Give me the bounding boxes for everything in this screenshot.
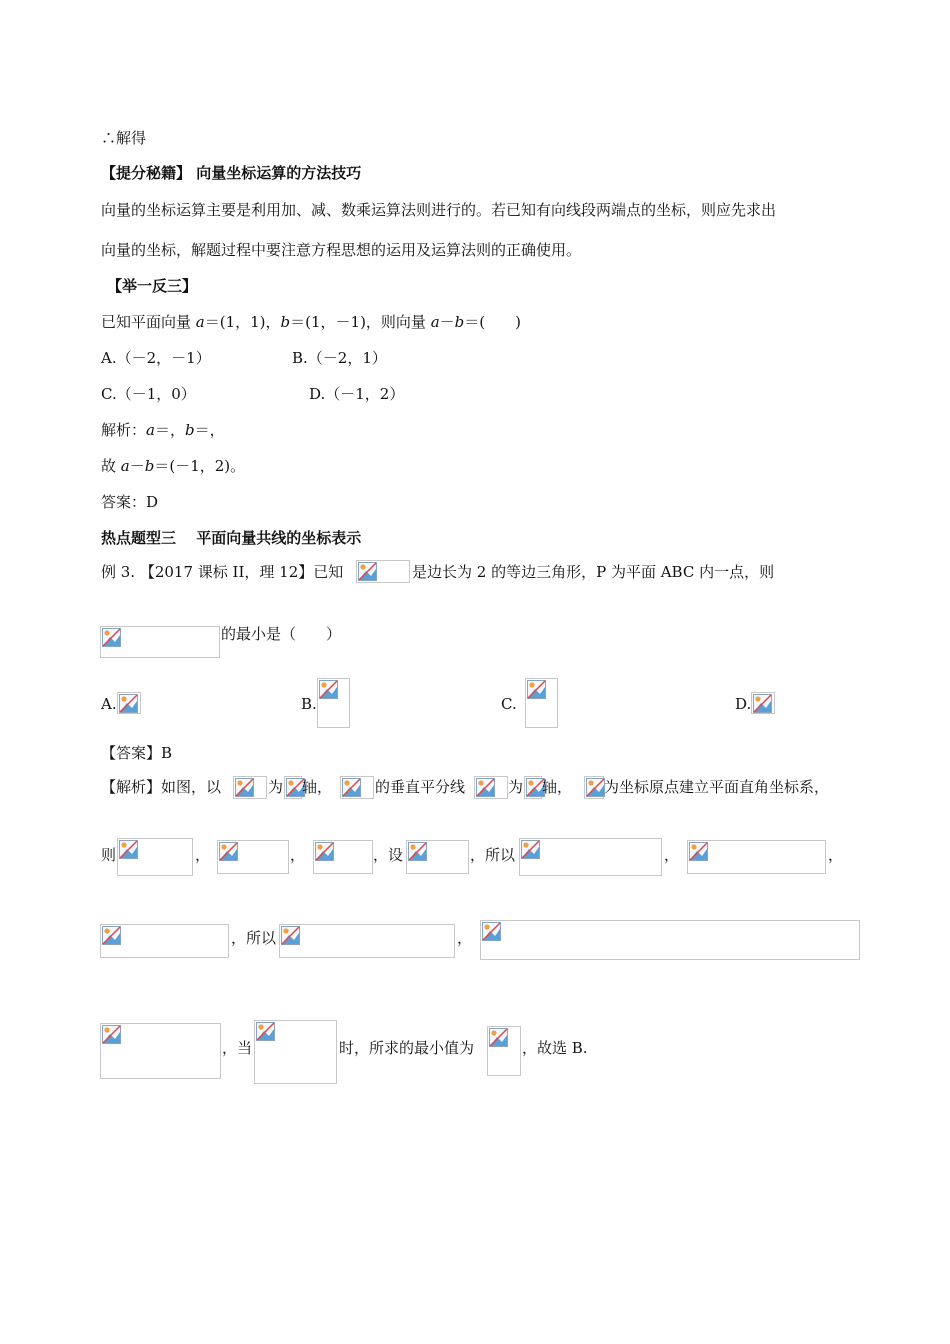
example3-text-c: 的最小是（ ） — [221, 625, 342, 643]
formula-image — [751, 692, 775, 714]
solution-guxuan: ，故选 B. — [522, 1039, 588, 1057]
example3-option-c: C. — [501, 695, 517, 713]
conclusion-var-b: b — [144, 457, 155, 475]
juyi-heading: 【举一反三】 — [107, 277, 198, 295]
q-minus: － — [439, 313, 455, 331]
formula-image — [100, 1023, 221, 1079]
q-text-b: ＝(1，1)， — [204, 313, 281, 331]
solution-text-c: 轴， — [302, 778, 333, 796]
formula-image — [217, 840, 289, 874]
tip-paragraph-1: 向量的坐标运算主要是利用加、减、数乘运算法则进行的。若已知有向线段两端点的坐标，则应先求出 — [101, 201, 777, 219]
broken-image-icon — [408, 842, 427, 861]
formula-image — [406, 840, 469, 874]
formula-image — [100, 626, 220, 658]
solution-text-a: 【解析】如图，以 — [101, 778, 222, 796]
broken-image-icon — [256, 1022, 275, 1041]
formula-image — [117, 838, 193, 876]
conclusion-minus: － — [129, 457, 145, 475]
solution-dang: ，当 — [222, 1039, 253, 1057]
tip-title: 【提分秘籍】 向量坐标运算的方法技巧 — [101, 164, 362, 182]
solution-ze: 则 — [101, 846, 117, 864]
broken-image-icon — [482, 922, 501, 941]
broken-image-icon — [102, 926, 121, 945]
broken-image-icon — [342, 778, 361, 797]
formula-image — [284, 776, 302, 799]
broken-image-icon — [119, 840, 138, 859]
q-var-a: a — [195, 313, 205, 331]
broken-image-icon — [521, 840, 540, 859]
analysis-var-a: a — [146, 421, 155, 439]
formula-image — [474, 776, 508, 799]
conclusion-result: ＝(－1，2)。 — [154, 457, 246, 475]
formula-image — [340, 776, 374, 799]
example3-option-b: B. — [301, 695, 317, 713]
broken-image-icon — [102, 1025, 121, 1044]
example3-text-b: 是边长为 2 的等边三角形，P 为平面 ABC 内一点，则 — [412, 563, 775, 581]
formula-image — [480, 920, 860, 960]
broken-image-icon — [527, 680, 546, 699]
option-c: C.（－1，0） — [101, 385, 196, 403]
q-text-c: ＝(1，－1)，则向量 — [290, 313, 431, 331]
broken-image-icon — [689, 842, 708, 861]
formula-image — [525, 678, 558, 728]
solution-comma: ， — [664, 846, 680, 864]
example3-option-d: D. — [735, 695, 752, 713]
formula-image — [317, 678, 350, 728]
solution-comma: ， — [290, 846, 306, 864]
formula-image — [519, 838, 662, 876]
solution-comma: ， — [828, 846, 844, 864]
formula-image — [687, 840, 826, 874]
broken-image-icon — [219, 842, 238, 861]
answer-line: 答案：D — [101, 493, 159, 511]
q-var-b: b — [280, 313, 291, 331]
analysis-line — [101, 420, 225, 440]
solution-shi: 时，所求的最小值为 — [339, 1039, 475, 1057]
q-paren: ＝( ) — [464, 313, 521, 331]
example3-option-a: A. — [101, 695, 117, 713]
conclusion-prefix: 故 — [101, 457, 121, 475]
formula-image — [100, 924, 229, 958]
formula-image — [524, 776, 542, 799]
analysis-label: 解析： — [101, 421, 147, 439]
solution-text-e: 为 — [508, 778, 524, 796]
formula-image — [254, 1020, 337, 1084]
question-line — [101, 312, 521, 332]
formula-image — [313, 840, 373, 874]
broken-image-icon — [489, 1028, 508, 1047]
broken-image-icon — [358, 562, 377, 581]
solution-text-g: 为坐标原点建立平面直角坐标系， — [604, 778, 830, 796]
option-d: D.（－1，2） — [309, 385, 405, 403]
analysis-eq-b: ＝， — [194, 421, 225, 439]
formula-image — [233, 776, 267, 799]
solution-she: ，设 — [373, 846, 404, 864]
q-text-a: 已知平面向量 — [101, 313, 196, 331]
broken-image-icon — [319, 680, 338, 699]
analysis-eq-a: ＝， — [154, 421, 185, 439]
broken-image-icon — [753, 694, 772, 713]
broken-image-icon — [586, 778, 605, 797]
line-jiede: ∴解得 — [101, 129, 147, 147]
broken-image-icon — [476, 778, 495, 797]
solution-suoyi: ，所以 — [470, 846, 516, 864]
conclusion-line — [101, 456, 245, 476]
solution-text-b: 为 — [268, 778, 284, 796]
formula-image — [279, 924, 455, 958]
analysis-var-b: b — [184, 421, 195, 439]
solution-comma: ， — [457, 929, 473, 947]
example3-text-a: 例 3. 【2017 课标 II，理 12】已知 — [101, 563, 344, 581]
conclusion-var-a: a — [120, 457, 130, 475]
tip-paragraph-2: 向量的坐标，解题过程中要注意方程思想的运用及运算法则的正确使用。 — [101, 241, 582, 259]
broken-image-icon — [235, 778, 254, 797]
solution-text-f: 轴， — [542, 778, 573, 796]
option-a: A.（－2，－1） — [101, 349, 211, 367]
formula-image — [584, 776, 604, 799]
example3-answer: 【答案】B — [101, 744, 173, 762]
solution-suoyi: ，所以 — [231, 929, 277, 947]
formula-image — [356, 560, 410, 583]
solution-comma: ， — [195, 846, 211, 864]
formula-image — [487, 1026, 521, 1076]
broken-image-icon — [119, 694, 138, 713]
option-b: B.（－2，1） — [292, 349, 387, 367]
broken-image-icon — [281, 926, 300, 945]
broken-image-icon — [315, 842, 334, 861]
solution-text-d: 的垂直平分线 — [375, 778, 466, 796]
formula-image — [117, 692, 141, 714]
hot-topic-3-heading: 热点题型三 平面向量共线的坐标表示 — [101, 529, 362, 547]
broken-image-icon — [102, 628, 121, 647]
q-var-b2: b — [454, 313, 465, 331]
q-var-a2: a — [430, 313, 440, 331]
